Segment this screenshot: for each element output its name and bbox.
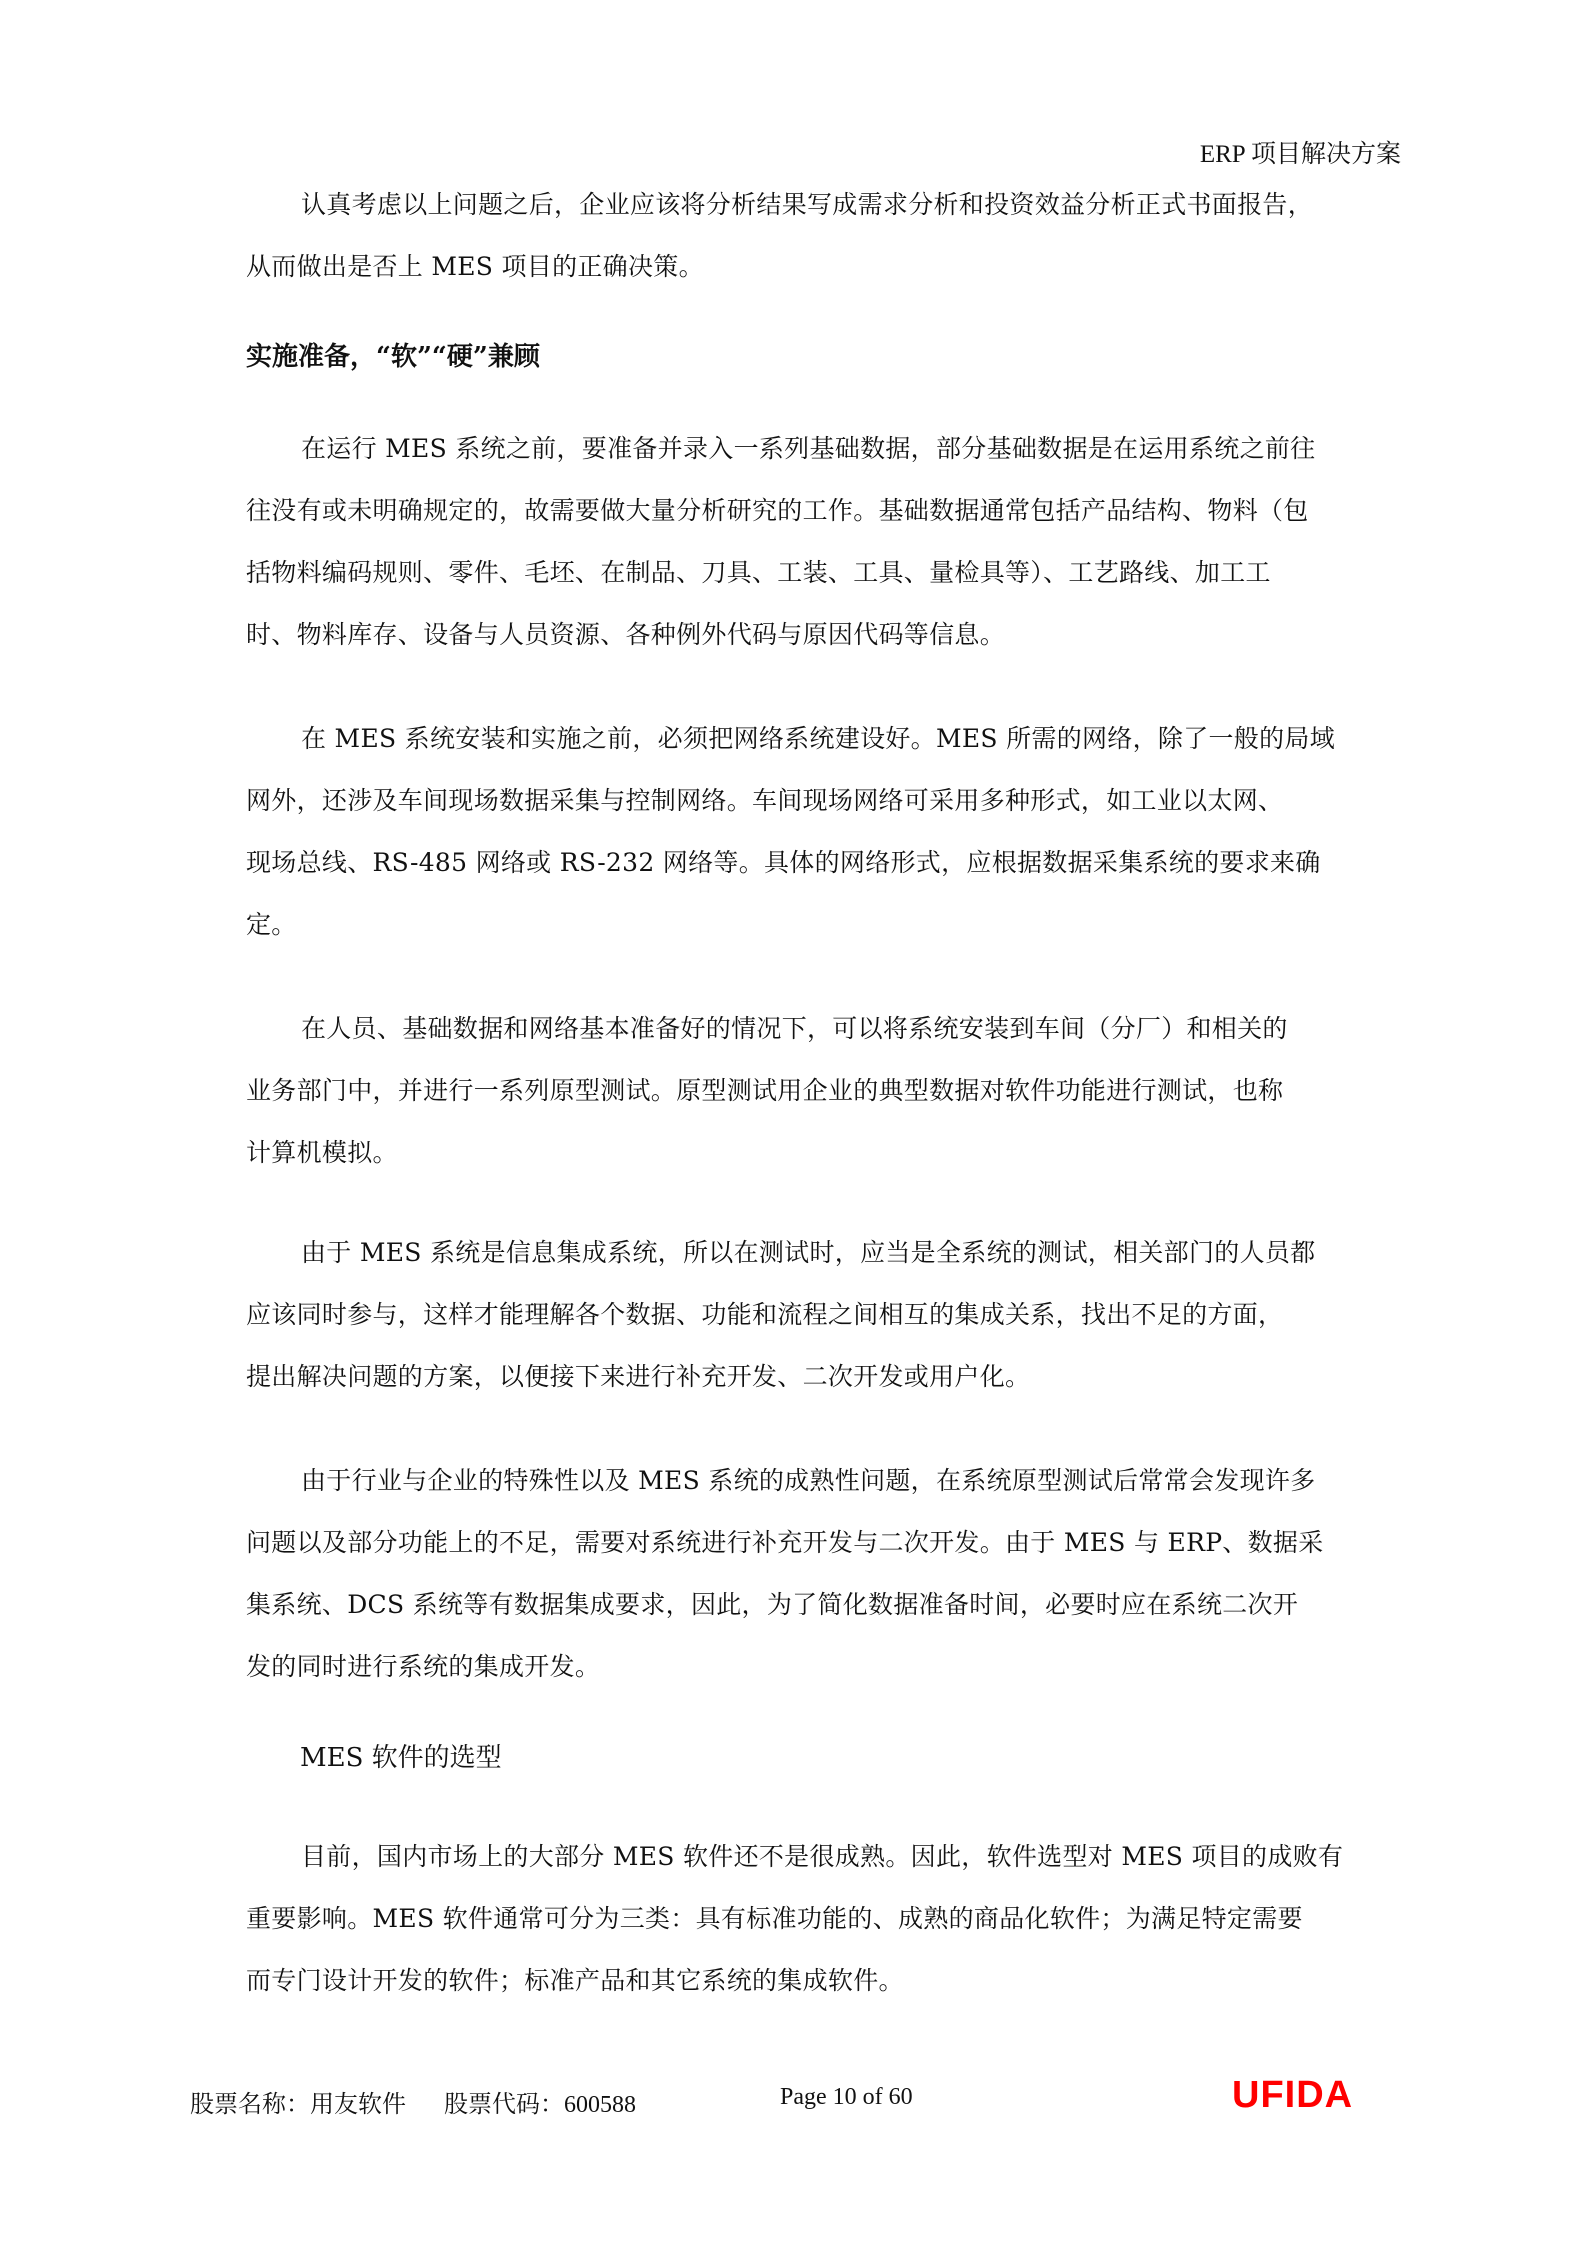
page-header-title: ERP 项目解决方案 — [1199, 141, 1401, 168]
section-subheading: MES 软件的选型 — [300, 1743, 502, 1773]
text-line: 提出解决问题的方案，以便接下来进行补充开发、二次开发或用户化。 — [246, 1362, 1031, 1391]
text-line: 计算机模拟。 — [246, 1138, 398, 1167]
section-heading: 实施准备，“软”“硬”兼顾 — [246, 342, 540, 372]
text-line: 应该同时参与，这样才能理解各个数据、功能和流程之间相互的集成关系，找出不足的方面， — [246, 1300, 1284, 1329]
text-line: 问题以及部分功能上的不足，需要对系统进行补充开发与二次开发。由于 MES 与 ERP、数据采 — [246, 1528, 1324, 1557]
text-line: 时、物料库存、设备与人员资源、各种例外代码与原因代码等信息。 — [246, 620, 1006, 649]
text-line: 发的同时进行系统的集成开发。 — [246, 1652, 601, 1681]
text-line: 在人员、基础数据和网络基本准备好的情况下，可以将系统安装到车间（分厂）和相关的 — [301, 1014, 1288, 1043]
paragraph — [246, 174, 1398, 298]
text-line: 往没有或未明确规定的，故需要做大量分析研究的工作。基础数据通常包括产品结构、物料（包 — [246, 496, 1309, 525]
text-line: 在运行 MES 系统之前，要准备并录入一系列基础数据，部分基础数据是在运用系统之前往 — [301, 434, 1316, 463]
paragraph — [246, 998, 1398, 1184]
paragraph — [246, 1450, 1398, 1698]
text-line: 定。 — [246, 910, 297, 939]
text-line: 由于行业与企业的特殊性以及 MES 系统的成熟性问题，在系统原型测试后常常会发现许多 — [301, 1466, 1316, 1495]
text-line: 而专门设计开发的软件；标准产品和其它系统的集成软件。 — [246, 1966, 904, 1995]
paragraph — [246, 418, 1398, 666]
text-line: 目前，国内市场上的大部分 MES 软件还不是很成熟。因此，软件选型对 MES 项目的成败有 — [301, 1842, 1344, 1871]
paragraph — [246, 1826, 1398, 2012]
footer-page-number: Page 10 of 60 — [780, 2084, 913, 2110]
paragraph — [246, 1222, 1398, 1408]
text-line: 认真考虑以上问题之后，企业应该将分析结果写成需求分析和投资效益分析正式书面报告， — [301, 190, 1314, 219]
text-line: 从而做出是否上 MES 项目的正确决策。 — [246, 252, 704, 281]
text-line: 在 MES 系统安装和实施之前，必须把网络系统建设好。MES 所需的网络，除了一般的局域 — [301, 724, 1335, 753]
ufida-logo: UFIDA — [1232, 2074, 1354, 2116]
text-line: 集系统、DCS 系统等有数据集成要求，因此，为了简化数据准备时间，必要时应在系统二次开 — [246, 1590, 1299, 1619]
text-line: 重要影响。MES 软件通常可分为三类：具有标准功能的、成熟的商品化软件；为满足特定需要 — [246, 1904, 1303, 1933]
paragraph — [246, 708, 1398, 956]
footer-stock-code: 股票代码：600588 — [444, 2092, 636, 2118]
text-line: 网外，还涉及车间现场数据采集与控制网络。车间现场网络可采用多种形式，如工业以太网、 — [246, 786, 1284, 815]
text-line: 业务部门中，并进行一系列原型测试。原型测试用企业的典型数据对软件功能进行测试，也称 — [246, 1076, 1284, 1105]
text-line: 括物料编码规则、零件、毛坯、在制品、刀具、工装、工具、量检具等）、工艺路线、加工工 — [246, 558, 1271, 587]
text-line: 由于 MES 系统是信息集成系统，所以在测试时，应当是全系统的测试，相关部门的人员都 — [301, 1238, 1316, 1267]
text-line: 现场总线、RS-485 网络或 RS-232 网络等。具体的网络形式，应根据数据采集系统的要求来确 — [246, 848, 1321, 877]
footer-stock-name: 股票名称：用友软件 — [190, 2092, 406, 2118]
